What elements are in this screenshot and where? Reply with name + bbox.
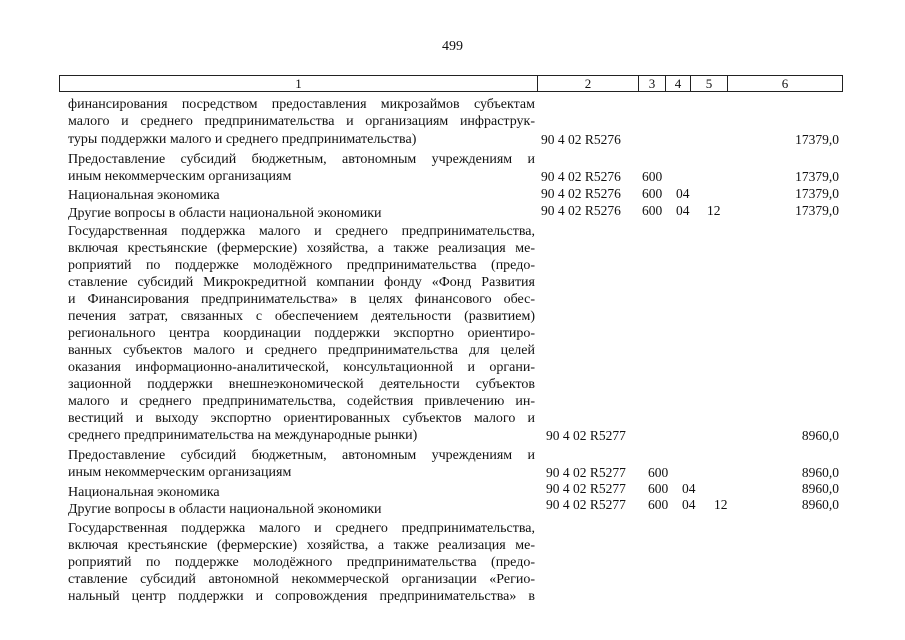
expense-type-code: 600 <box>642 169 663 184</box>
text-line: ставление субсидий автономной некоммерческой организации «Регио- <box>68 572 535 587</box>
text-line: Предоставление субсидий бюджетным, автономным учреждениям и <box>68 152 535 167</box>
text-line: среднего предпринимательства на международные рынки) <box>68 428 418 443</box>
header-col-5: 5 <box>705 76 713 91</box>
text-line: включая крестьянские (фермерские) хозяйства, а также реализация ме- <box>68 241 535 256</box>
header-col-6: 6 <box>781 76 789 91</box>
text-line: и Финансирования предпринимательства» в целях финансового обес- <box>68 292 535 307</box>
amount: 8960,0 <box>801 481 839 496</box>
expense-type-code: 600 <box>648 497 669 512</box>
target-code: 90 4 02 R5276 <box>541 203 621 218</box>
section-code: 04 <box>682 481 696 496</box>
expense-type-code: 600 <box>642 203 663 218</box>
text-line: финансирования посредством предоставления микрозаймов субъектам <box>68 97 535 112</box>
text-line: роприятий по поддержке молодёжного предпринимательства (предо- <box>68 555 535 570</box>
text-line: Национальная экономика <box>68 485 220 500</box>
target-code: 90 4 02 R5277 <box>546 465 626 480</box>
amount: 17379,0 <box>795 132 839 147</box>
text-line: иным некоммерческим организациям <box>68 169 292 184</box>
target-code: 90 4 02 R5276 <box>541 169 621 184</box>
text-line: оказания информационно-аналитической, консультационной и органи- <box>68 360 535 375</box>
expense-type-code: 600 <box>648 465 669 480</box>
header-col-4: 4 <box>674 76 682 91</box>
text-line: Государственная поддержка малого и среднего предпринимательства, <box>68 224 535 239</box>
text-line: Другие вопросы в области национальной экономики <box>68 502 382 517</box>
section-code: 04 <box>676 186 690 201</box>
section-code: 04 <box>676 203 690 218</box>
text-line: Предоставление субсидий бюджетным, автономным учреждениям и <box>68 448 535 463</box>
amount: 8960,0 <box>801 428 839 443</box>
header-col-3: 3 <box>648 76 656 91</box>
expense-type-code: 600 <box>642 186 663 201</box>
amount: 8960,0 <box>801 465 839 480</box>
text-line: малого и среднего предпринимательства и организациям инфраструк- <box>68 114 535 129</box>
target-code: 90 4 02 R5277 <box>546 497 626 512</box>
text-line: Государственная поддержка малого и среднего предпринимательства, <box>68 521 535 536</box>
header-col-1: 1 <box>295 76 302 91</box>
amount: 17379,0 <box>795 186 839 201</box>
target-code: 90 4 02 R5277 <box>546 428 626 443</box>
section-code: 04 <box>682 497 696 512</box>
target-code: 90 4 02 R5276 <box>541 132 621 147</box>
text-line: Другие вопросы в области национальной экономики <box>68 206 382 221</box>
target-code: 90 4 02 R5277 <box>546 481 626 496</box>
text-line: туры поддержки малого и среднего предпринимательства) <box>68 132 417 147</box>
subsection-code: 12 <box>707 203 721 218</box>
text-line: нальный центр поддержки и сопровождения предпринимательства» в <box>68 589 535 604</box>
amount: 17379,0 <box>795 169 839 184</box>
amount: 17379,0 <box>795 203 839 218</box>
subsection-code: 12 <box>714 497 728 512</box>
text-line: малого и среднего предпринимательства, содействия привлечению ин- <box>68 394 535 409</box>
text-line: ставление субсидий Микрокредитной компании фонду «Фонд Развития <box>68 275 535 290</box>
table-header <box>59 75 843 92</box>
text-line: регионального центра координации поддержки экспортно ориентиро- <box>68 326 535 341</box>
text-line: зационной поддержки внешнеэкономической деятельности субъектов <box>68 377 535 392</box>
text-line: иным некоммерческим организациям <box>68 465 292 480</box>
amount: 8960,0 <box>801 497 839 512</box>
text-line: вестиций и выходу экспортно ориентированных субъектов малого и <box>68 411 535 426</box>
target-code: 90 4 02 R5276 <box>541 186 621 201</box>
text-line: роприятий по поддержке молодёжного предпринимательства (предо- <box>68 258 535 273</box>
header-col-2: 2 <box>584 76 592 91</box>
page-number: 499 <box>442 39 463 54</box>
text-line: ванных субъектов малого и среднего предпринимательства для целей <box>68 343 535 358</box>
text-line: печения затрат, связанных с обеспечением деятельности (развитием) <box>68 309 535 324</box>
text-line: Национальная экономика <box>68 188 220 203</box>
text-line: включая крестьянские (фермерские) хозяйства, а также реализация ме- <box>68 538 535 553</box>
expense-type-code: 600 <box>648 481 669 496</box>
